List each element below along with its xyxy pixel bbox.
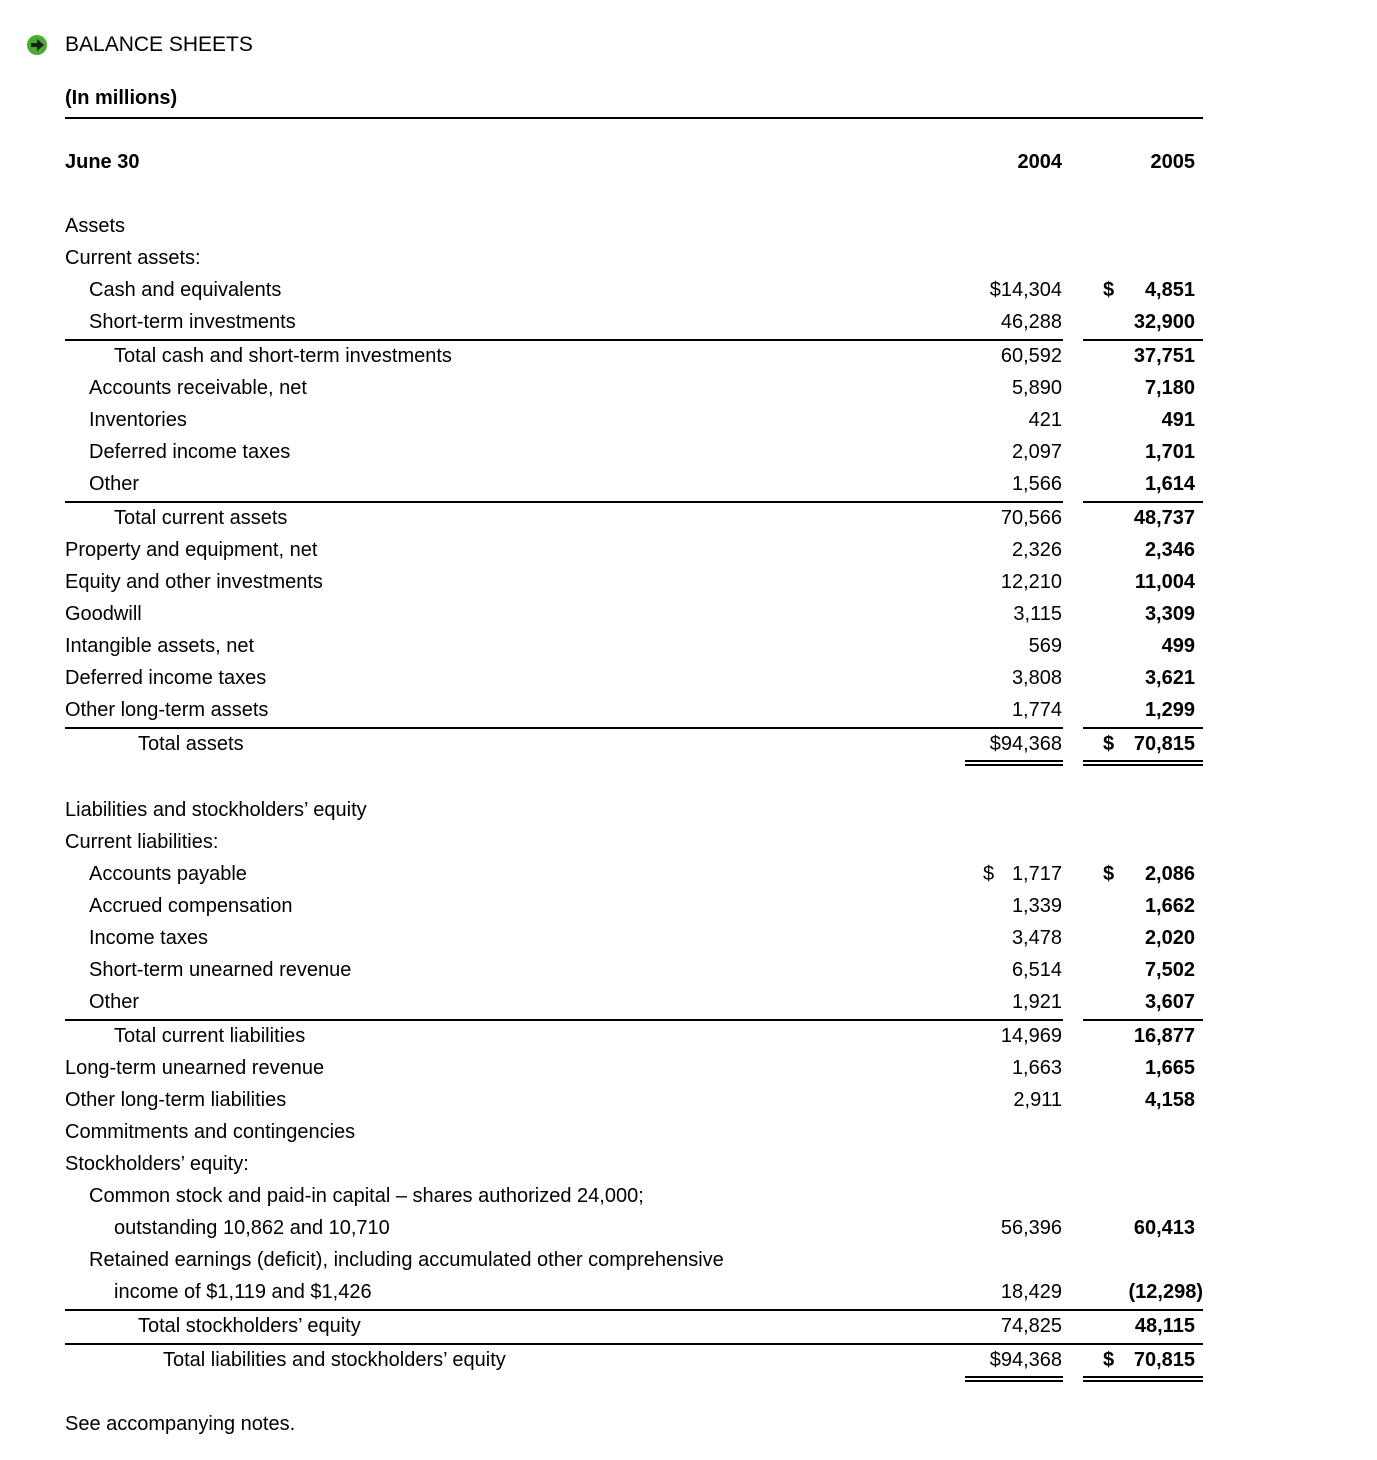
value-2005: (12,298) bbox=[1128, 1281, 1203, 1303]
footnote: See accompanying notes. bbox=[65, 1413, 296, 1435]
value-2004: 12,210 bbox=[1000, 571, 1062, 593]
value-2005: 3,621 bbox=[1144, 667, 1195, 689]
value-2004: 1,663 bbox=[1011, 1057, 1062, 1079]
value-2005: 491 bbox=[1161, 409, 1195, 431]
value-2004: 2,326 bbox=[1011, 539, 1062, 561]
value-2004: 14,969 bbox=[1000, 1025, 1062, 1047]
row-label: Accounts receivable, net bbox=[89, 377, 307, 399]
value-2005: 37,751 bbox=[1133, 345, 1195, 367]
value-2004: 18,429 bbox=[1000, 1281, 1062, 1303]
page-title: BALANCE SHEETS bbox=[65, 33, 253, 56]
currency-symbol-2005: $ bbox=[1103, 863, 1115, 885]
table-row bbox=[0, 537, 1377, 569]
table-row bbox=[0, 731, 1377, 763]
row-label: Accounts payable bbox=[89, 863, 247, 885]
row-label: Income taxes bbox=[89, 927, 208, 949]
row-label: Current assets: bbox=[65, 247, 201, 269]
value-2004: 74,825 bbox=[1000, 1315, 1062, 1337]
table-row bbox=[0, 1215, 1377, 1247]
table-row bbox=[0, 829, 1377, 861]
row-label: Total current liabilities bbox=[114, 1025, 306, 1047]
table-row bbox=[0, 1023, 1377, 1055]
table-row bbox=[0, 697, 1377, 729]
row-label: Goodwill bbox=[65, 603, 142, 625]
value-2004: 46,288 bbox=[1000, 311, 1062, 333]
value-2005: 1,665 bbox=[1144, 1057, 1195, 1079]
value-2004: $94,368 bbox=[989, 1349, 1062, 1371]
edge-mark bbox=[0, 525, 6, 533]
value-2004: 3,115 bbox=[1013, 603, 1062, 625]
value-2005: 60,413 bbox=[1133, 1217, 1195, 1239]
table-row bbox=[0, 439, 1377, 471]
row-label: Other bbox=[89, 473, 140, 495]
value-2005: 2,020 bbox=[1144, 927, 1195, 949]
value-2005: 16,877 bbox=[1133, 1025, 1195, 1047]
row-label: Long-term unearned revenue bbox=[65, 1057, 325, 1079]
row-label: Commitments and contingencies bbox=[65, 1121, 356, 1143]
value-2004: 2,911 bbox=[1013, 1089, 1062, 1111]
currency-symbol-2005: $ bbox=[1103, 279, 1115, 301]
table-row bbox=[0, 1087, 1377, 1119]
table-row bbox=[0, 245, 1377, 277]
green-arrow-icon bbox=[26, 34, 48, 56]
row-label: Total cash and short-term investments bbox=[114, 345, 452, 367]
table-row bbox=[0, 665, 1377, 697]
table-row bbox=[0, 797, 1377, 829]
value-2005: 2,086 bbox=[1144, 863, 1195, 885]
units-label: (In millions) bbox=[65, 87, 178, 109]
value-2004: 5,890 bbox=[1011, 377, 1062, 399]
row-label: Total current assets bbox=[114, 507, 288, 529]
value-2004: 1,339 bbox=[1011, 895, 1062, 917]
value-2005: 3,309 bbox=[1144, 603, 1195, 625]
subtotal-rule bbox=[65, 501, 1063, 503]
value-2005: 4,851 bbox=[1144, 279, 1195, 301]
subtotal-rule bbox=[65, 727, 1063, 729]
value-2005: 48,115 bbox=[1134, 1315, 1195, 1337]
column-header-label: June 30 bbox=[65, 151, 140, 173]
table-row bbox=[0, 505, 1377, 537]
value-2004: 1,921 bbox=[1011, 991, 1062, 1013]
table-row bbox=[0, 925, 1377, 957]
table-row bbox=[0, 601, 1377, 633]
value-2004: $14,304 bbox=[989, 279, 1062, 301]
value-2005: 4,158 bbox=[1144, 1089, 1195, 1111]
value-2004: 1,566 bbox=[1011, 473, 1062, 495]
currency-symbol-2005: $ bbox=[1103, 733, 1115, 755]
value-2004: 6,514 bbox=[1011, 959, 1062, 981]
table-row bbox=[0, 407, 1377, 439]
currency-symbol-2005: $ bbox=[1103, 1349, 1115, 1371]
table-row bbox=[0, 471, 1377, 503]
row-label: Inventories bbox=[89, 409, 187, 431]
subtotal-rule bbox=[1083, 727, 1203, 729]
value-2005: 7,180 bbox=[1144, 377, 1195, 399]
subtotal-rule bbox=[65, 1343, 1203, 1345]
column-header-2005: 2005 bbox=[1150, 151, 1195, 173]
double-underline bbox=[965, 1376, 1063, 1382]
row-label: Deferred income taxes bbox=[89, 441, 291, 463]
value-2004: 70,566 bbox=[1000, 507, 1062, 529]
table-row bbox=[0, 277, 1377, 309]
subtotal-rule bbox=[1083, 501, 1203, 503]
row-label: Stockholders’ equity: bbox=[65, 1153, 249, 1175]
header-rule bbox=[65, 117, 1203, 119]
table-row bbox=[0, 375, 1377, 407]
value-2005: 7,502 bbox=[1144, 959, 1195, 981]
row-label: Retained earnings (deficit), including accumulated other comprehensive bbox=[89, 1249, 724, 1271]
row-label: Current liabilities: bbox=[65, 831, 219, 853]
double-underline bbox=[965, 760, 1063, 766]
value-2005: 499 bbox=[1161, 635, 1195, 657]
value-2005: 1,614 bbox=[1144, 473, 1195, 495]
row-label: Property and equipment, net bbox=[65, 539, 318, 561]
row-label: Deferred income taxes bbox=[65, 667, 267, 689]
value-2005: 48,737 bbox=[1133, 507, 1195, 529]
value-2004: $94,368 bbox=[989, 733, 1062, 755]
row-label: Assets bbox=[65, 215, 126, 237]
table-row bbox=[0, 1279, 1377, 1311]
double-underline bbox=[1083, 1376, 1203, 1382]
value-2004: 421 bbox=[1028, 409, 1062, 431]
table-row bbox=[0, 1055, 1377, 1087]
table-row bbox=[0, 343, 1377, 375]
row-label: Cash and equivalents bbox=[89, 279, 282, 301]
row-label: Total liabilities and stockholders’ equity bbox=[163, 1349, 506, 1371]
table-row bbox=[0, 893, 1377, 925]
value-2005: 2,346 bbox=[1144, 539, 1195, 561]
table-row bbox=[0, 957, 1377, 989]
table-row bbox=[0, 569, 1377, 601]
row-label: Other long-term assets bbox=[65, 699, 269, 721]
edge-mark bbox=[0, 435, 6, 443]
table-row bbox=[0, 861, 1377, 893]
value-2004: 56,396 bbox=[1000, 1217, 1062, 1239]
column-header-2004: 2004 bbox=[1017, 151, 1062, 173]
row-label: outstanding 10,862 and 10,710 bbox=[114, 1217, 390, 1239]
value-2004: 1,717 bbox=[1011, 863, 1062, 885]
row-label: Common stock and paid-in capital – shares authorized 24,000; bbox=[89, 1185, 644, 1207]
row-label: Accrued compensation bbox=[89, 895, 293, 917]
table-row bbox=[0, 1119, 1377, 1151]
value-2004: 3,478 bbox=[1011, 927, 1062, 949]
subtotal-rule bbox=[1083, 1019, 1203, 1021]
table-row bbox=[0, 989, 1377, 1021]
subtotal-rule bbox=[65, 339, 1063, 341]
table-row bbox=[0, 1247, 1377, 1279]
table-row bbox=[0, 309, 1377, 341]
value-2004: 2,097 bbox=[1011, 441, 1062, 463]
statement-header bbox=[26, 30, 253, 60]
value-2005: 3,607 bbox=[1144, 991, 1195, 1013]
value-2005: 11,004 bbox=[1134, 571, 1195, 593]
row-label: Other bbox=[89, 991, 140, 1013]
table-row bbox=[0, 633, 1377, 665]
value-2005: 1,662 bbox=[1144, 895, 1195, 917]
row-label: income of $1,119 and $1,426 bbox=[114, 1281, 372, 1303]
row-label: Total stockholders’ equity bbox=[138, 1315, 361, 1337]
table-row bbox=[0, 1313, 1377, 1345]
subtotal-rule bbox=[65, 1309, 1203, 1311]
value-2005: 32,900 bbox=[1133, 311, 1195, 333]
row-label: Equity and other investments bbox=[65, 571, 323, 593]
subtotal-rule bbox=[65, 1019, 1063, 1021]
row-label: Short-term unearned revenue bbox=[89, 959, 352, 981]
table-row bbox=[0, 213, 1377, 245]
value-2004: 1,774 bbox=[1011, 699, 1062, 721]
table-row bbox=[0, 1183, 1377, 1215]
table-row bbox=[0, 1347, 1377, 1379]
value-2005: 70,815 bbox=[1133, 1349, 1195, 1371]
row-label: Short-term investments bbox=[89, 311, 296, 333]
value-2005: 1,701 bbox=[1144, 441, 1195, 463]
currency-symbol-2004: $ bbox=[983, 863, 995, 885]
row-label: Total assets bbox=[138, 733, 244, 755]
value-2005: 70,815 bbox=[1133, 733, 1195, 755]
value-2004: 569 bbox=[1028, 635, 1062, 657]
table-row bbox=[0, 1151, 1377, 1183]
row-label: Other long-term liabilities bbox=[65, 1089, 287, 1111]
row-label: Intangible assets, net bbox=[65, 635, 255, 657]
row-label: Liabilities and stockholders’ equity bbox=[65, 799, 367, 821]
value-2004: 60,592 bbox=[1000, 345, 1062, 367]
double-underline bbox=[1083, 760, 1203, 766]
subtotal-rule bbox=[1083, 339, 1203, 341]
value-2004: 3,808 bbox=[1011, 667, 1062, 689]
value-2005: 1,299 bbox=[1144, 699, 1195, 721]
